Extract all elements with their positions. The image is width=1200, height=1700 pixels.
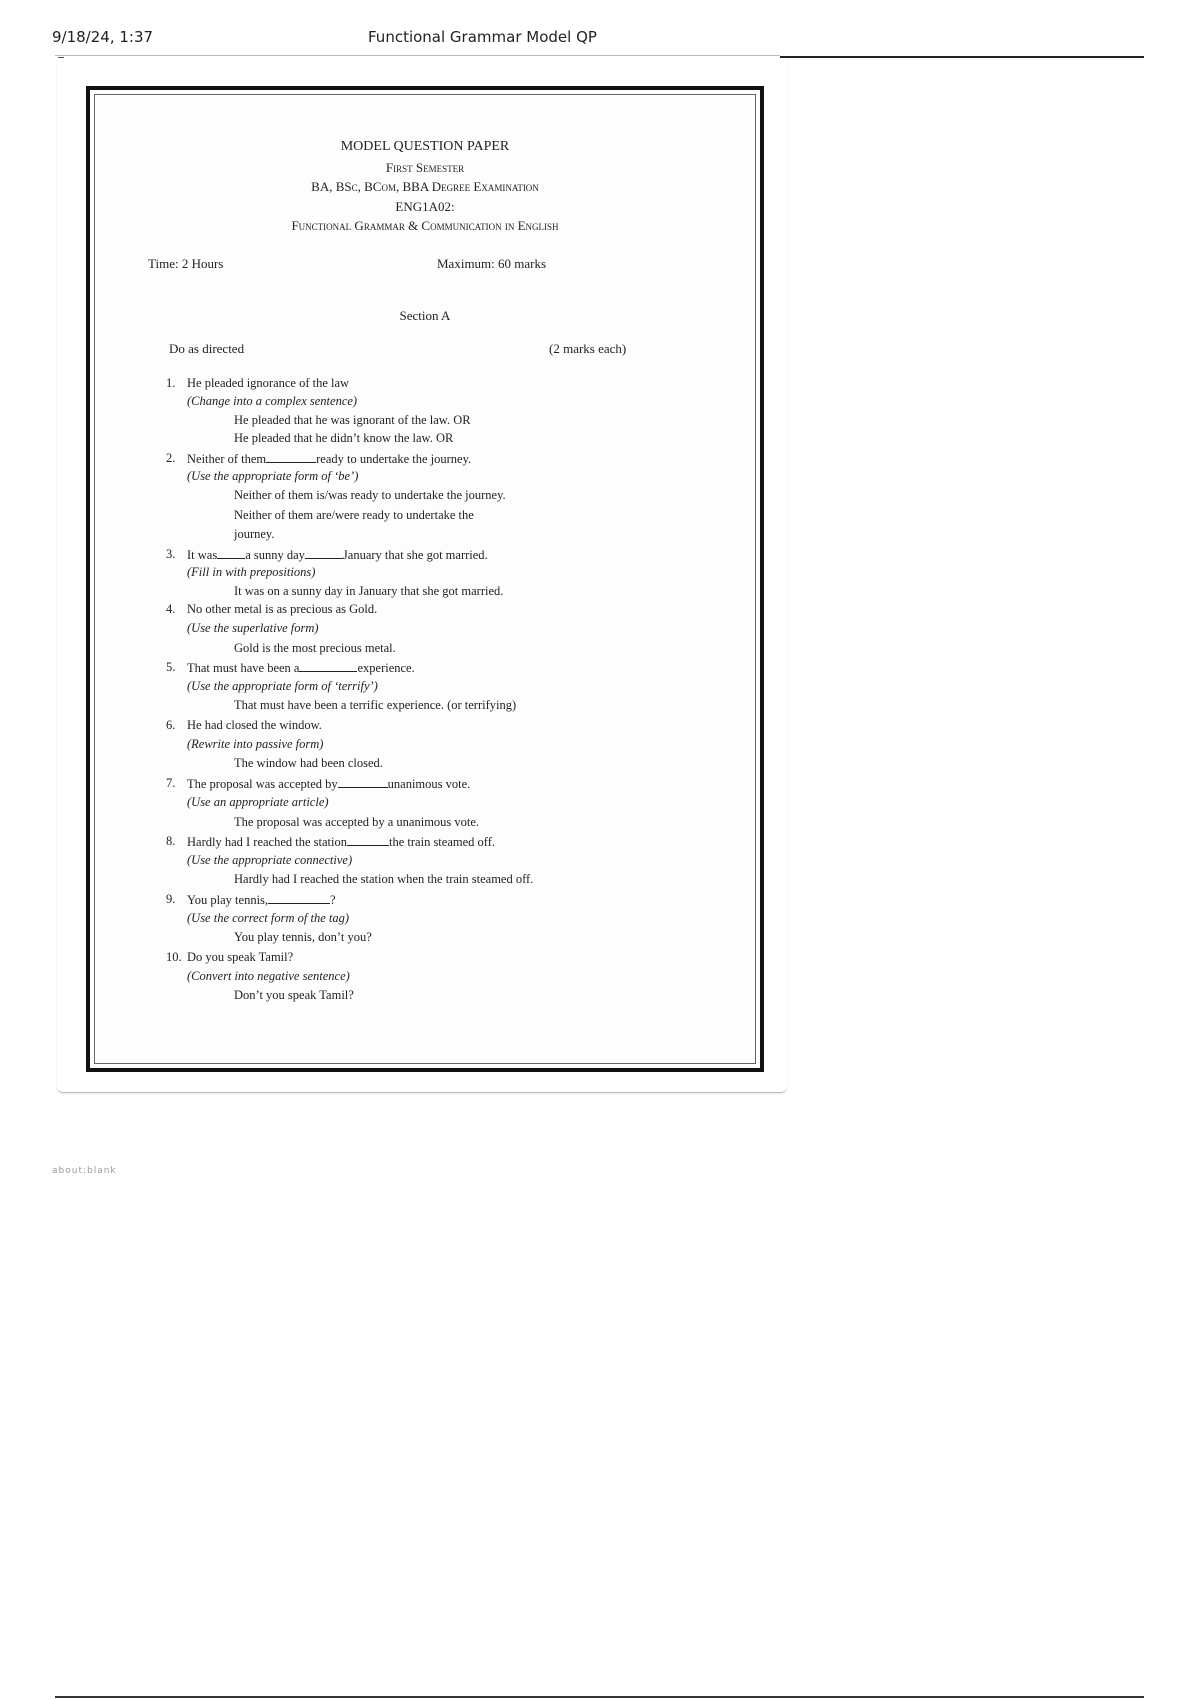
- paper-semester: First Semester: [385, 160, 465, 175]
- question-number: 10.: [166, 950, 182, 964]
- answer-line: Don’t you speak Tamil?: [234, 988, 354, 1002]
- answer-line: You play tennis, don’t you?: [234, 930, 372, 944]
- exam-time: Time: 2 Hours: [148, 256, 224, 271]
- question-stem: Do you speak Tamil?: [187, 950, 294, 964]
- question-stem: That must have been a experience.: [187, 661, 415, 675]
- answer-line: The proposal was accepted by a unanimous vote.: [234, 815, 480, 829]
- question-number: 7.: [166, 776, 176, 790]
- fill-blank: [347, 833, 389, 846]
- answer-line: It was on a sunny day in January that she got married.: [234, 584, 504, 598]
- question-number: 8.: [166, 834, 176, 848]
- paper-exam: BA, BSc, BCom, BBA Degree Examination: [311, 179, 539, 194]
- print-datetime: 9/18/24, 1:37: [52, 28, 154, 46]
- question-stem: You play tennis, ?: [187, 893, 336, 907]
- answer-line: Gold is the most precious metal.: [234, 641, 396, 655]
- paper-course-title: Functional Grammar & Communication in English: [291, 218, 559, 233]
- question-instruction: (Use the appropriate form of ‘terrify’): [187, 679, 378, 693]
- question-number: 3.: [166, 547, 176, 561]
- print-title: Functional Grammar Model QP: [368, 28, 597, 46]
- question-instruction: (Use the correct form of the tag): [187, 911, 349, 925]
- answer-line: Neither of them are/were ready to undertake the: [234, 508, 474, 522]
- question-stem: Hardly had I reached the station the train steamed off.: [187, 835, 495, 849]
- question-instruction: (Change into a complex sentence): [187, 394, 358, 408]
- fill-blank: [299, 659, 357, 672]
- question-stem: The proposal was accepted by unanimous vote.: [187, 777, 471, 791]
- question-instruction: (Use the superlative form): [187, 621, 319, 635]
- fill-blank: [217, 546, 245, 559]
- answer-line: The window had been closed.: [234, 756, 383, 770]
- question-stem: No other metal is as precious as Gold.: [187, 602, 378, 616]
- section-marks: (2 marks each): [549, 341, 627, 356]
- paper-course-code: ENG1A02:: [395, 199, 455, 214]
- answer-line: Hardly had I reached the station when the train steamed off.: [234, 872, 534, 886]
- question-instruction: (Rewrite into passive form): [187, 737, 324, 751]
- question-paper-page: [86, 86, 764, 1072]
- fill-blank: [266, 450, 316, 463]
- print-header: [52, 26, 1144, 50]
- question-number: 2.: [166, 451, 176, 465]
- fill-blank: [305, 546, 343, 559]
- answer-line: journey.: [234, 527, 275, 541]
- fill-blank: [268, 891, 330, 904]
- fill-blank: [338, 775, 388, 788]
- question-number: 5.: [166, 660, 176, 674]
- header-divider-right: [780, 56, 1144, 58]
- question-instruction: (Convert into negative sentence): [187, 969, 350, 983]
- question-stem: He pleaded ignorance of the law: [187, 376, 350, 390]
- question-stem: Neither of them ready to undertake the journey.: [187, 452, 472, 466]
- paper-heading: MODEL QUESTION PAPER: [340, 139, 510, 154]
- question-instruction: (Use the appropriate form of ‘be’): [187, 469, 359, 483]
- question-stem: He had closed the window.: [187, 718, 322, 732]
- question-number: 6.: [166, 718, 176, 732]
- section-directive: Do as directed: [169, 341, 245, 356]
- exam-max-marks: Maximum: 60 marks: [437, 256, 547, 271]
- footer-divider: [55, 1696, 1144, 1698]
- answer-line: He pleaded that he was ignorant of the law. OR: [234, 413, 471, 427]
- question-number: 9.: [166, 892, 176, 906]
- header-divider-left: [55, 55, 780, 56]
- question-number: 1.: [166, 376, 176, 390]
- question-number: 4.: [166, 602, 176, 616]
- question-instruction: (Use an appropriate article): [187, 795, 329, 809]
- question-instruction: (Use the appropriate connective): [187, 853, 353, 867]
- answer-line: He pleaded that he didn’t know the law. OR: [234, 431, 454, 445]
- answer-line: Neither of them is/was ready to undertake the journey.: [234, 488, 506, 502]
- answer-line: That must have been a terrific experience. (or terrifying): [234, 698, 517, 712]
- question-instruction: (Fill in with prepositions): [187, 565, 316, 579]
- section-title: Section A: [399, 308, 451, 323]
- page-footer-fragment: about:blank: [52, 1166, 117, 1176]
- question-stem: It was a sunny day January that she got married.: [187, 548, 488, 562]
